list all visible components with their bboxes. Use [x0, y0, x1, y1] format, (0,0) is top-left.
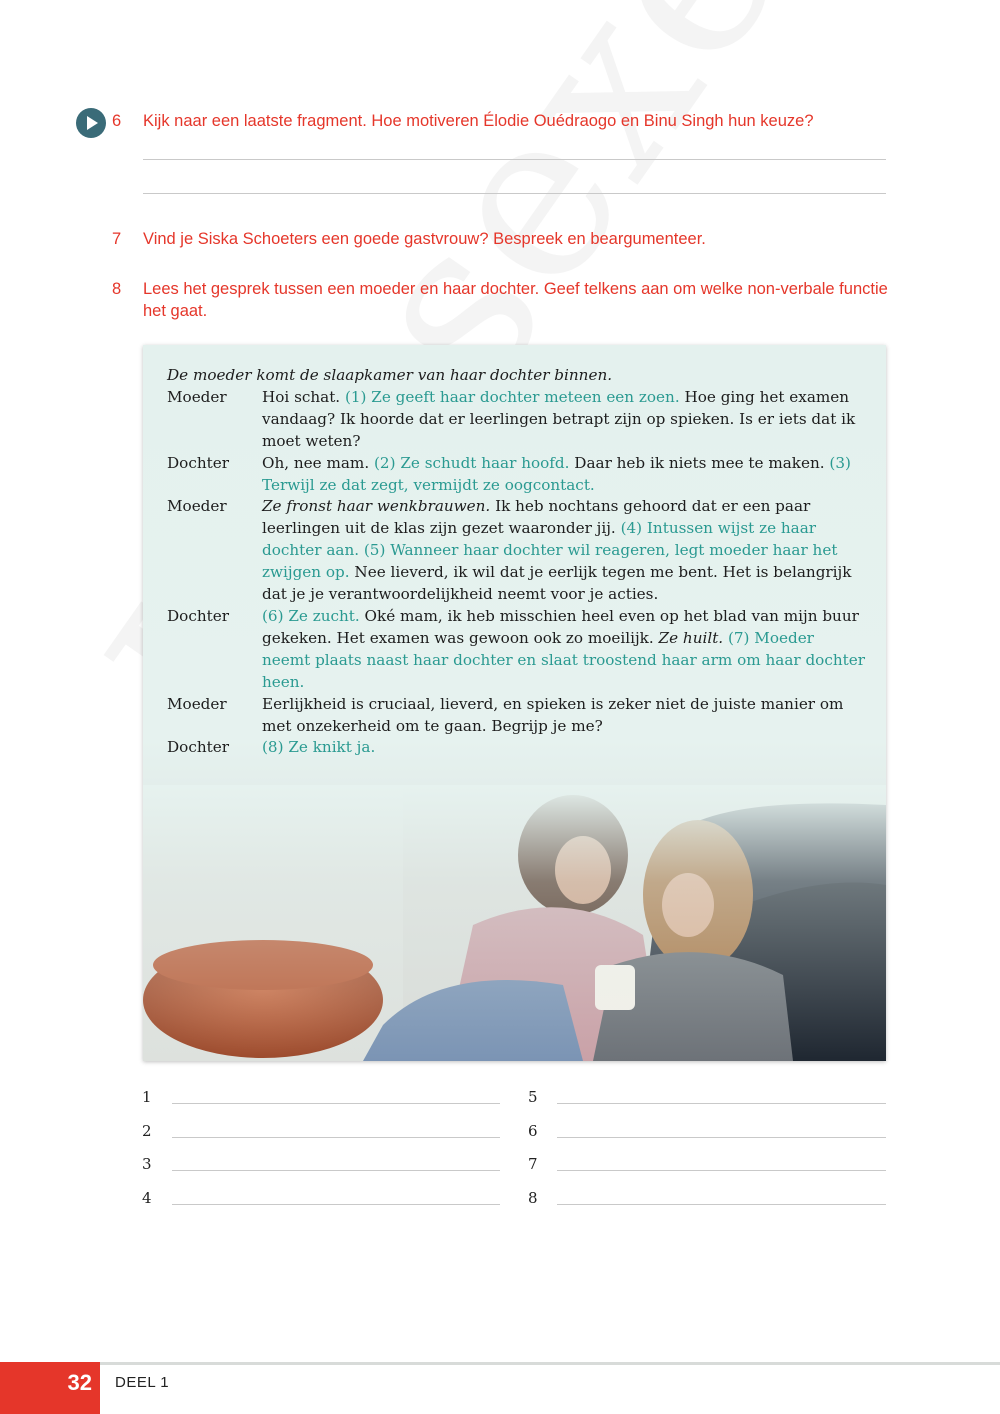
part-label: DEEL 1	[115, 1374, 170, 1391]
dialog-row	[167, 737, 867, 759]
dialog-row	[167, 453, 867, 497]
dialog-row	[167, 606, 867, 694]
nonverbal-cue: (3) Terwijl ze dat zegt, vermijdt ze oogcontact.	[262, 453, 851, 494]
speech-segment: Daar heb ik niets mee te maken.	[569, 453, 830, 472]
photo-mother-daughter-illustration	[143, 785, 886, 1061]
answer-line[interactable]	[172, 1170, 500, 1171]
speaker-label: Moeder	[167, 497, 227, 516]
dialog-row	[167, 387, 867, 453]
answer-number: 7	[528, 1155, 538, 1173]
answer-line[interactable]	[172, 1204, 500, 1205]
speech-segment: Eerlijkheid is cruciaal, lieverd, en spieken is zeker niet de juiste manier om met onzekerheid om te gaan. Begrijp je me?	[262, 694, 844, 735]
question-number: 6	[112, 112, 122, 130]
speech-segment: Nee lieverd, ik wil dat je eerlijk tegen me bent. Het is belangrijk dat je je verantwoordelijkheid neemt voor je acties.	[262, 563, 852, 604]
dialog-row	[167, 496, 867, 606]
nonverbal-cue: (2) Ze schudt haar hoofd.	[374, 453, 570, 472]
speaker-label: Moeder	[167, 387, 227, 406]
answer-number: 4	[142, 1189, 152, 1207]
speech-text	[262, 606, 867, 694]
answer-number: 8	[528, 1189, 538, 1207]
nonverbal-cue: (8) Ze knikt ja.	[262, 738, 376, 757]
dialog-row	[167, 694, 867, 738]
answer-line[interactable]	[143, 193, 886, 194]
speaker-label: Dochter	[167, 738, 229, 757]
page-number-box	[0, 1362, 100, 1414]
dialog-box	[143, 345, 886, 1061]
answer-number: 5	[528, 1088, 538, 1106]
speaker-label: Dochter	[167, 453, 229, 472]
nonverbal-cue: (6) Ze zucht.	[262, 606, 360, 625]
speech-text	[262, 694, 867, 738]
answer-line[interactable]	[143, 159, 886, 160]
speech-segment: Ik heb nochtans gehoord dat er een paar leerlingen uit de klas zijn gezet waaronder jij.	[262, 497, 811, 538]
dialog-text	[167, 365, 867, 759]
nonverbal-cue: (7) Moeder neemt plaats naast haar dochter en slaat troostend haar arm om haar dochter heen.	[262, 628, 865, 691]
speech-text	[262, 387, 867, 453]
question-number: 8	[112, 280, 122, 298]
question-text: Kijk naar een laatste fragment. Hoe motiveren Élodie Ouédraogo en Binu Singh hun keuze?	[143, 112, 814, 130]
dialog-lines	[167, 387, 867, 759]
speech-text	[262, 737, 867, 759]
answer-number: 6	[528, 1122, 538, 1140]
answer-line[interactable]	[172, 1137, 500, 1138]
speech-segment: Oké mam, ik heb misschien heel even op het blad van mijn buur gekeken. Het examen was gewoon ook zo moeilijk.	[262, 606, 859, 647]
speech-text	[262, 496, 867, 606]
speech-text	[262, 453, 867, 497]
nonverbal-cue: (4) Intussen wijst ze haar dochter aan. (5) Wanneer haar dochter wil reageren, legt moeder haar het zwijgen op.	[262, 519, 838, 582]
answer-line[interactable]	[172, 1103, 500, 1104]
answer-line[interactable]	[557, 1170, 886, 1171]
speech-segment: Ze fronst haar wenkbrauwen.	[262, 497, 491, 516]
answer-line[interactable]	[557, 1137, 886, 1138]
play-icon[interactable]	[76, 108, 106, 138]
answer-line[interactable]	[557, 1103, 886, 1104]
footer-divider	[0, 1362, 1000, 1365]
speech-segment: Ze huilt.	[658, 628, 724, 647]
answer-number: 3	[142, 1155, 152, 1173]
dialog-intro: De moeder komt de slaapkamer van haar dochter binnen.	[167, 366, 613, 384]
answer-number: 1	[142, 1088, 152, 1106]
page-number: 32	[67, 1370, 92, 1395]
speech-segment: Hoe ging het examen vandaag? Ik hoorde dat er leerlingen betrapt zijn op spieken. Is er iets dat ik moet weten?	[262, 387, 856, 450]
answer-number: 2	[142, 1122, 152, 1140]
question-text: Lees het gesprek tussen een moeder en haar dochter. Geef telkens aan om welke non-verbale functie het gaat.	[143, 280, 888, 320]
speaker-label: Moeder	[167, 694, 227, 713]
nonverbal-cue: (1) Ze geeft haar dochter meteen een zoen.	[344, 387, 680, 406]
answer-line[interactable]	[557, 1204, 886, 1205]
speech-segment: Hoi schat.	[262, 387, 345, 406]
speaker-label: Dochter	[167, 606, 229, 625]
question-number: 7	[112, 230, 122, 248]
speech-segment: Oh, nee mam.	[262, 453, 374, 472]
question-text: Vind je Siska Schoeters een goede gastvrouw? Bespreek en beargumenteer.	[143, 230, 706, 248]
